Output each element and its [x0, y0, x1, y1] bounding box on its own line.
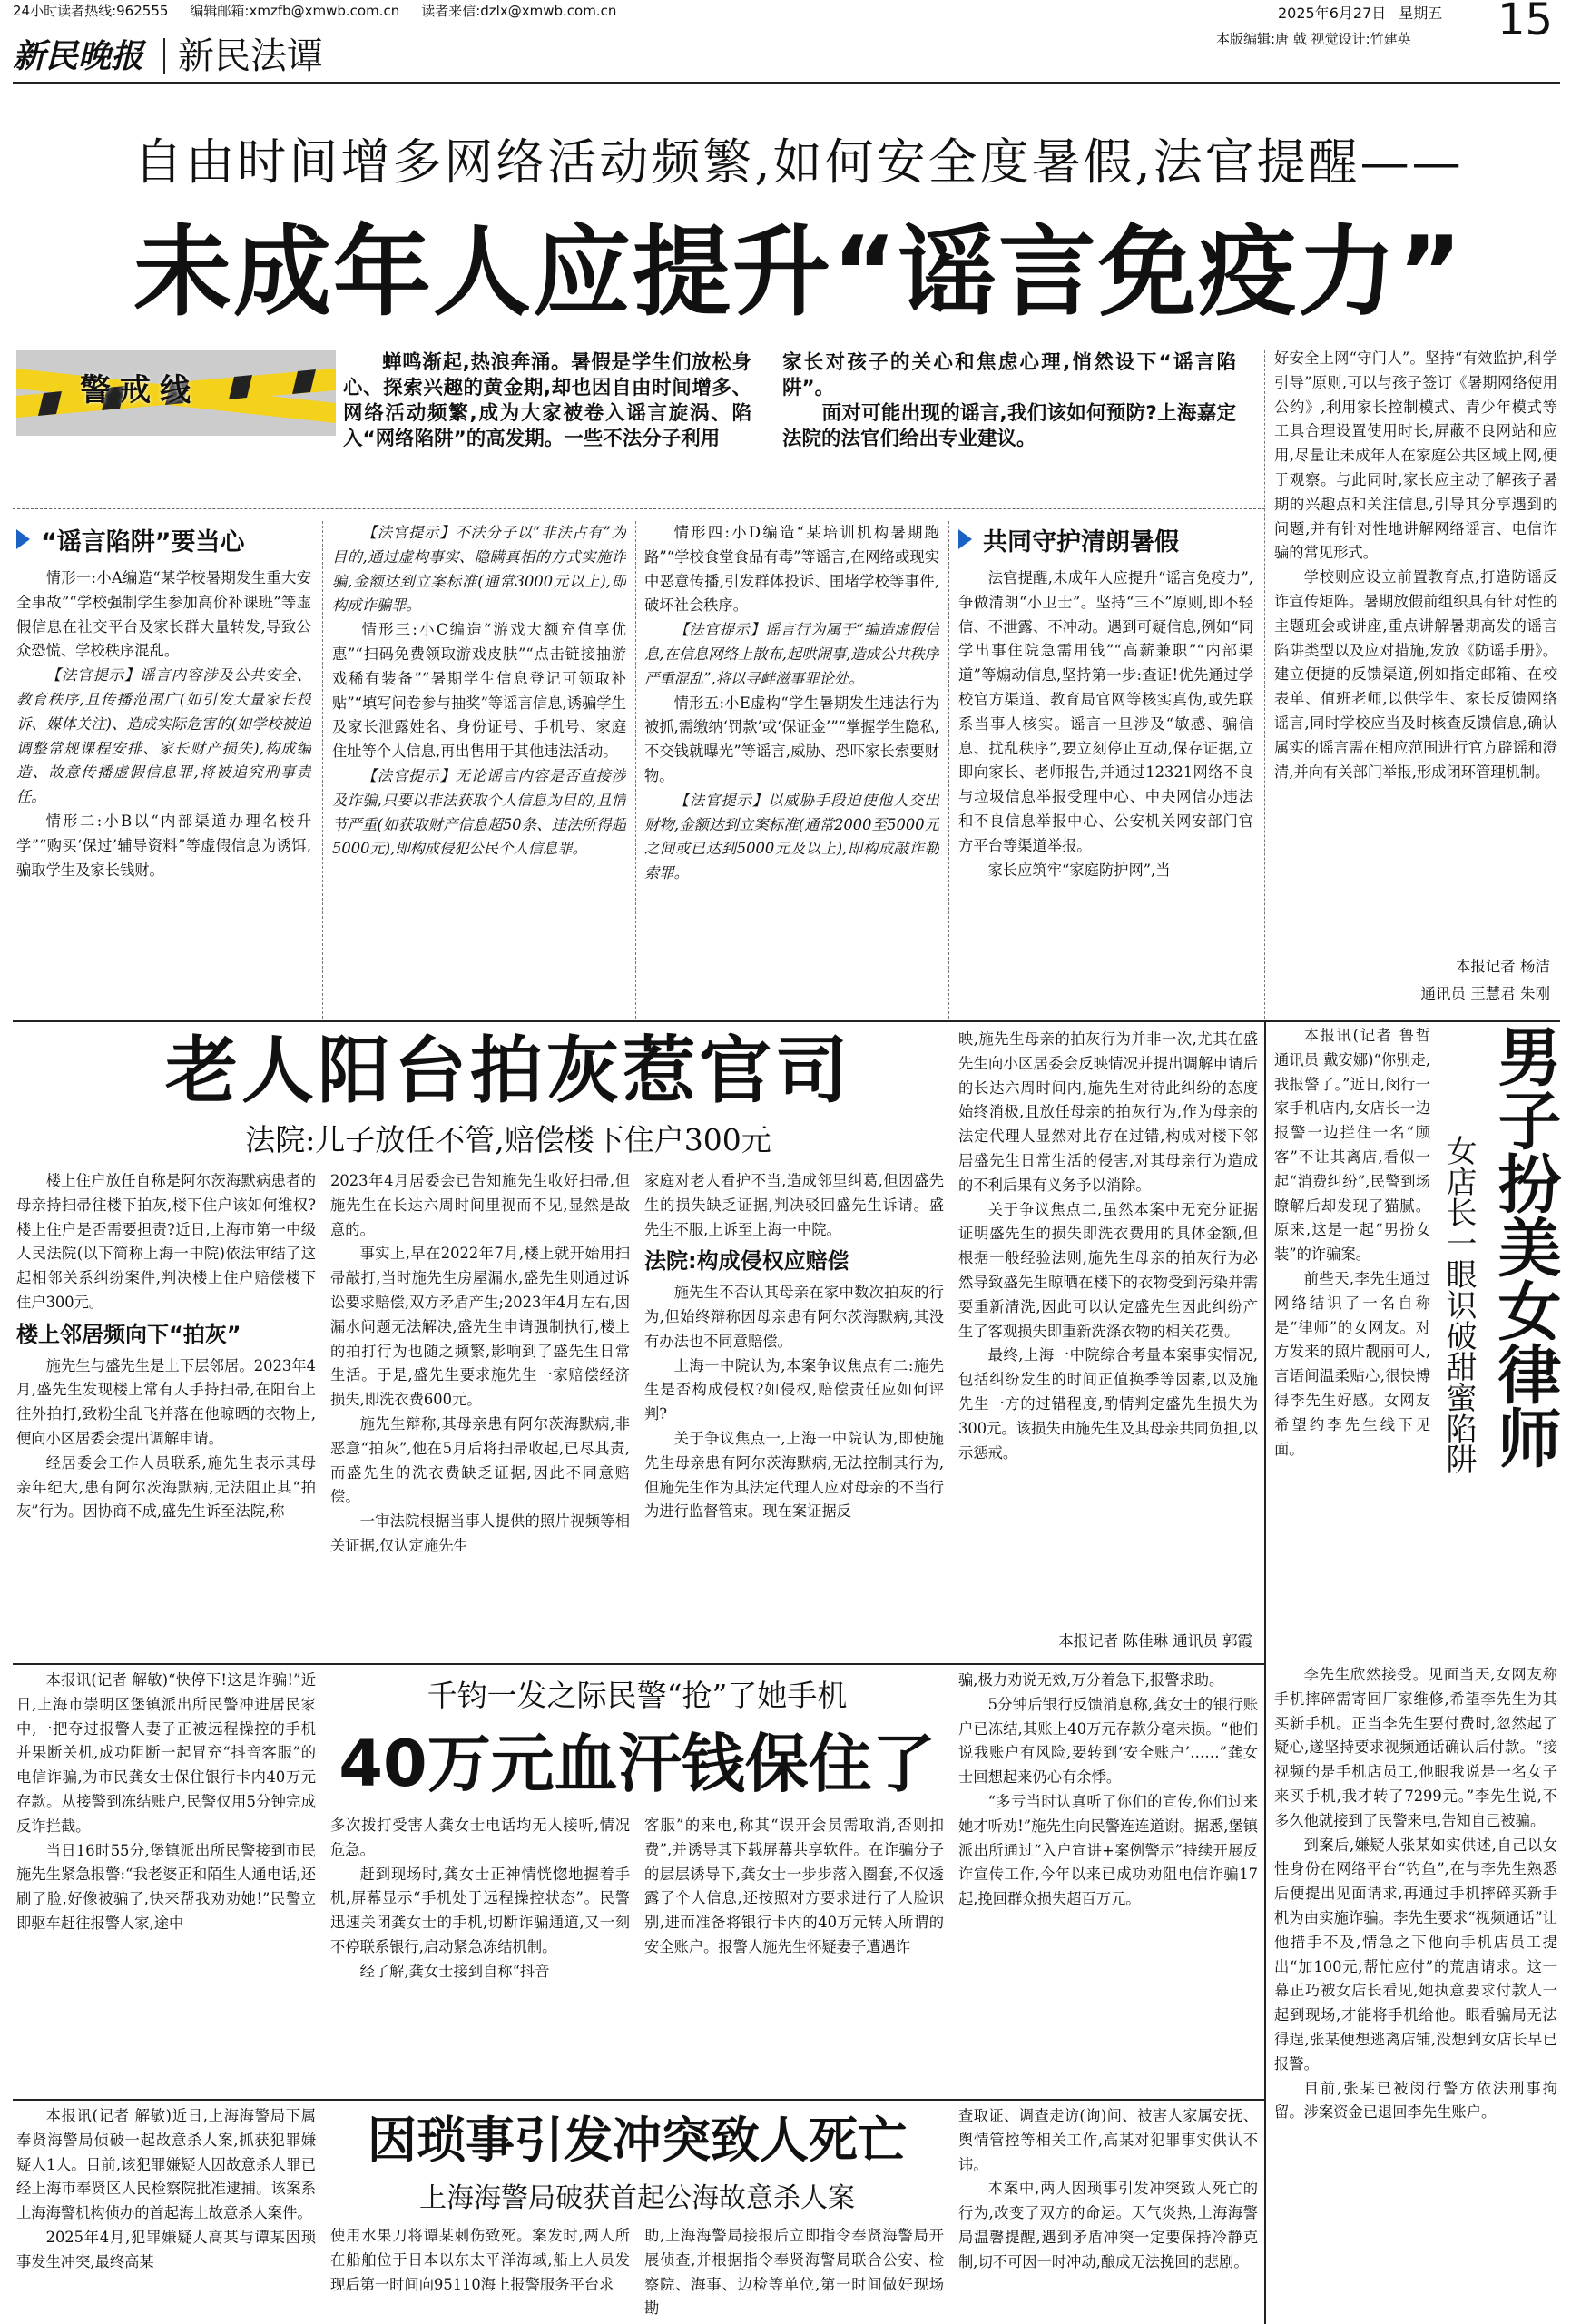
paragraph: 2023年4月居委会已告知施先生收好扫帚,但施先生在长达六周时间里视而不见,显然是故意的。 — [330, 1172, 630, 1238]
paragraph: 法官提醒,未成年人应提升“谣言免疫力”,争做清朗“小卫士”。坚持“三不”原则,即不轻信、不泄露、不冲动。遇到可疑信息,例如“同学出事住院急需用钱”“高薪兼职”“内部渠道”等煽动信息,坚持第一步:查证!优先通过学校官方渠道、教育局官网等核实真伪,或先联系当事人核实。谣言一旦涉及“敏感、骗信息、扰乱秩序”,要立刻停止互动,保存证据,立即向家长、老师报告,并通过12321网络不良与垃圾信息举报受理中心、中央网信办违法和不良信息举报中心、公安机关网安部门官方平台等渠道举报。 — [958, 569, 1253, 854]
weekday-text: 星期五 — [1399, 5, 1443, 22]
judge-tip: 【法官提示】谣言内容涉及公共安全、教育秩序,且传播范围广(如引发大量家长投诉、媒体关注)、造成实际危害的(如学校被迫调整常规课程安排、家长财产损失),构成编造、故意传播虚假信息罪,将被追究刑事责任。 — [16, 666, 311, 806]
newspaper-logo: 新民晚报 — [13, 37, 144, 75]
warning-label: 警戒线 — [80, 372, 200, 409]
paragraph: 赶到现场时,龚女士正神情恍惚地握着手机,屏幕显示“手机处于远程操控状态”。民警迅速关闭龚女士的手机,切断诈骗通道,又一刻不停联系银行,启动紧急冻结机制。 — [330, 1865, 630, 1955]
column-divider — [948, 521, 949, 1019]
reader-letters: 读者来信:dzlx@xmwb.com.cn — [421, 2, 617, 19]
section-rule — [13, 1663, 1264, 1665]
column-divider — [1264, 350, 1265, 1019]
paragraph: 助,上海海警局接报后立即指令奉贤海警局开展侦查,并根据指令奉贤海警局联合公安、检察院、海事、边检等单位,第一时间做好现场勘 — [644, 2227, 944, 2318]
paragraph: 目前,张某已被闵行警方依法刑事拘留。涉案资金已退回李先生账户。 — [1274, 2079, 1557, 2122]
hotline-bar — [13, 0, 830, 20]
paragraph: 情形四:小D编造“某培训机构暑期跑路”“学校食堂食品有毒”等谣言,在网络或现实中恶意传播,引发群体投诉、围堵学校等事件,破坏社会秩序。 — [644, 524, 939, 615]
phone-kicker: 千钧一发之际民警“抢”了她手机 — [427, 1678, 848, 1713]
lead-column-3 — [644, 521, 939, 1017]
dust-headline: 老人阳台拍灰惹官司 — [165, 1029, 851, 1113]
kill-column-3 — [644, 2224, 944, 2322]
paragraph: 情形五:小E虚构“学生暑期发生违法行为被抓,需缴纳‘罚款’或‘保证金’”“掌握学生隐私,不交钱就曝光”等谣言,威胁、恐吓家长索要财物。 — [644, 694, 939, 784]
paragraph: 本案中,两人因琐事引发冲突致人死亡的行为,改变了双方的命运。天气炎热,上海海警局温馨提醒,遇到矛盾冲突一定要保持冷静克制,切不可因一时冲动,酿成无法挽回的悲剧。 — [958, 2180, 1258, 2270]
dust-subheading: 楼上邻居频向下“拍灰” — [16, 1321, 241, 1347]
paragraph: 施先生不否认其母亲在家中数次拍灰的行为,但始终辩称因母亲患有阿尔茨海默病,其没有办法也不同意赔偿。 — [644, 1284, 944, 1350]
column-divider — [322, 521, 323, 1019]
sidebar-divider — [1264, 1020, 1266, 2324]
paragraph: 到案后,嫌疑人张某如实供述,自己以女性身份在网络平台“钓鱼”,在与李先生熟悉后便提出见面请求,再通过手机摔碎买新手机为由实施诈骗。李先生要求“视频通话”让他措手不及,情急之下他向手机店员工提出“加100元,帮忙应付”的荒唐请求。这一幕正巧被女店长看见,她执意要求付款人一起到现场,才能将手机给他。眼看骗局无法得逞,张某便想逃离店铺,没想到女店长早已报警。 — [1274, 1836, 1557, 2073]
column-divider — [635, 521, 636, 1019]
paragraph: 本报讯(记者 鲁哲 通讯员 戴安娜)“你别走,我报警了。”近日,闵行一家手机店内,女店长一边报警一边拦住一名“顾客”不让其离店,看似一起“消费纠纷”,民警到场瞭解后却发现了猫腻。原来,这是一起“男扮女装”的诈骗案。 — [1274, 1027, 1430, 1264]
paragraph: 骗,极力劝说无效,万分着急下,报警求助。 — [958, 1671, 1224, 1689]
paragraph: 情形二:小B以“内部渠道办理名校升学”“购买‘保过’辅导资料”等虚假信息为诱饵,骗取学生及家长钱财。 — [16, 812, 311, 879]
paragraph: 经了解,龚女士接到自称“抖音 — [359, 1962, 550, 1980]
section-rumor-trap — [16, 521, 316, 557]
paragraph: 5分钟后银行反馈消息称,龚女士的银行账户已冻结,其账上40万元存款分毫未损。“他们说我账户有风险,要转到‘安全账户’……”龚女士回想起来仍心有余悸。 — [958, 1695, 1258, 1787]
reader-hotline: 24小时读者热线:962555 — [13, 2, 169, 19]
judge-tip: 【法官提示】以威胁手段迫使他人交出财物,金额达到立案标准(通常2000至5000元之间或已达到5000元及以上),即构成敲诈勒索罪。 — [644, 791, 939, 882]
editor-email: 编辑邮箱:xmzfb@xmwb.com.cn — [190, 2, 400, 19]
judge-tip: 【法官提示】不法分子以“非法占有”为目的,通过虚构事实、隐瞒真相的方式实施诈骗,金额达到立案标准(通常3000元以上),即构成诈骗罪。 — [332, 524, 626, 615]
phone-headline: 40万元血汗钱保住了 — [339, 1727, 936, 1801]
paragraph: 楼上住户放任自称是阿尔茨海默病患者的母亲持扫帚往楼下拍灰,楼下住户该如何维权?楼上住户是否需要担责?近日,上海市第一中级人民法院(以下简称上海一中院)依法审结了这起相邻关系纠纷案件,判决楼上住户赔偿楼下住户300元。 — [16, 1172, 316, 1311]
kill-headline: 因琐事引发冲突致人死亡 — [368, 2112, 907, 2169]
paragraph: 事实上,早在2022年7月,楼上就开始用扫帚敲打,当时施先生房屋漏水,盛先生则通过诉讼要求赔偿,双方矛盾产生;2023年4月左右,因漏水问题无法解决,盛先生申请强制执行,楼上的拍打行为也随之频繁,影响到了盛先生日常生活。于是,盛先生要求施先生一家赔偿经济损失,即洗衣费600元。 — [330, 1245, 630, 1409]
kill-column-2 — [330, 2224, 630, 2322]
kill-subhead: 上海海警局破获首起公海故意杀人案 — [419, 2182, 855, 2214]
paragraph: 家长应筑牢“家庭防护网”,当 — [987, 861, 1171, 879]
paragraph: 经居委会工作人员联系,施先生表示其母亲年纪大,患有阿尔茨海默病,无法阻止其“拍灰”行为。因协商不成,盛先生诉至法院,称 — [16, 1453, 316, 1521]
paragraph: 查取证、调查走访(询)问、被害人家属安抚、舆情管控等相关工作,高某对犯罪事实供认不讳。 — [958, 2107, 1258, 2173]
phone-column-4 — [958, 1669, 1258, 2097]
judge-tip: 【法官提示】无论谣言内容是否直接涉及诈骗,只要以非法获取个人信息为目的,且情节严重(如获取财产信息超50条、违法所得超5000元),即构成侵犯公民个人信息罪。 — [332, 766, 626, 858]
header-rule — [13, 82, 1560, 84]
paragraph: 本报讯(记者 解敏)近日,上海海警局下属奉贤海警局侦破一起故意杀人案,抓获犯罪嫌疑人1人。目前,该犯罪嫌疑人因故意杀人罪已经上海市奉贤区人民检察院批准逮捕。该案系上海海警机构侦办的首起海上故意杀人案件。 — [16, 2107, 316, 2222]
section-marker-icon — [958, 529, 972, 549]
warning-banner — [16, 350, 336, 436]
paragraph: 情形一:小A编造“某学校暑期发生重大安全事故”“学校强制学生参加高价补课班”等虚假信息在社交平台及家长群大量转发,导致公众恐慌、学校秩序混乱。 — [16, 569, 311, 660]
phone-column-3 — [644, 1814, 944, 2097]
paragraph: 当日16时55分,堡镇派出所民警接到市民施先生紧急报警:“我老婆正和陌生人通电话,还刷了脸,好像被骗了,快来帮我劝劝她!”民警立即驱车赶往报警人家,途中 — [16, 1841, 316, 1932]
paragraph: 一审法院根据当事人提供的照片视频等相关证据,仅认定施先生 — [330, 1512, 630, 1554]
kill-column-1 — [16, 2104, 316, 2322]
lawyer-headline: 男子扮美女律师 — [1488, 1024, 1562, 1469]
dust-column-3 — [644, 1169, 944, 1659]
paragraph: 客服”的来电,称其“误开会员需取消,否则扣费”,并诱导其下载屏幕共享软件。在诈骗分子的层层诱导下,龚女士一步步落入圈套,不仅透露了个人信息,还按照对方要求进行了人脸识别,进而准备将银行卡内的40万元转入所谓的安全账户。报警人施先生怀疑妻子遭遇诈 — [644, 1817, 944, 1955]
page-number: 15 — [1497, 0, 1554, 45]
section-marker-icon — [16, 529, 30, 549]
paragraph: 关于争议焦点二,虽然本案中无充分证据证明盛先生的损失即洗衣费用的具体金额,但根据一般经验法则,施先生母亲的拍灰行为必然导致盛先生晾晒在楼下的衣物受到污染并需要重新清洗,因此可以认定盛先生因此纠纷产生了客观损失即重新洗涤衣物的相关花费。 — [958, 1200, 1258, 1340]
lead-column-5 — [1274, 347, 1557, 953]
section-title: 共同守护清朗暑假 — [983, 527, 1179, 556]
lead-column-2 — [332, 521, 626, 1017]
lead-byline — [1274, 953, 1550, 1017]
paragraph: “多亏当时认真听了你们的宣传,你们过来她才听劝!”施先生向民警连连道谢。据悉,堡镇派出所通过“入户宣讲+案例警示”持续开展反诈宣传工作,今年以来已成功劝阻电信诈骗17起,挽回群众损失超百万元。 — [958, 1792, 1258, 1908]
section-joint-protection — [958, 521, 1258, 557]
paragraph: 映,施先生母亲的拍灰行为并非一次,尤其在盛先生向小区居委会反映情况并提出调解申请后的长达六周时间内,施先生对待此纠纷的态度始终消极,且放任母亲的拍灰行为,作为母亲的法定代理人显然对此存在过错,构成对楼下邻居盛先生日常生活的侵害,对其母亲行为造成的不利后果有义务予以消除。 — [958, 1030, 1258, 1194]
section-name: 新民法谭 — [178, 35, 323, 77]
paragraph: 2025年4月,犯罪嫌疑人高某与谭某因琐事发生冲突,最终高某 — [16, 2228, 316, 2270]
paragraph: 上海一中院认为,本案争议焦点有二:施先生是否构成侵权?如侵权,赔偿责任应如何评判? — [644, 1356, 944, 1423]
lead-kicker: 自由时间增多网络活动频繁,如何安全度暑假,法官提醒—— — [133, 134, 1464, 191]
logo-divider — [163, 38, 165, 74]
dust-subhead: 法院:儿子放任不管,赔偿楼下住户300元 — [245, 1122, 771, 1157]
byline-correspondent: 通讯员 王慧君 朱刚 — [1420, 985, 1550, 1002]
section-title: “谣言陷阱”要当心 — [41, 527, 245, 556]
lawyer-subhead: 女店长一眼识破甜蜜陷阱 — [1440, 1135, 1477, 1474]
lead-column-1 — [16, 566, 311, 1017]
lead-headline: 未成年人应提升“谣言免疫力” — [133, 216, 1464, 330]
paragraph: 好安全上网“守门人”。坚持“有效监护,科学引导”原则,可以与孩子签订《暑期网络使用公约》,利用家长控制模式、青少年模式等工具合理设置使用时长,屏蔽不良网站和应用,尽量让未成年人在家庭公共区域上网,便于观察。与此同时,家长应主动了解孩子暑期的兴趣点和关注信息,引导其分享遇到的问题,并有针对性地讲解网络谣言、电信诈骗的常见形式。 — [1274, 350, 1557, 562]
lawyer-column-1 — [1274, 1024, 1430, 1659]
kill-column-4 — [958, 2104, 1258, 2322]
byline-reporter: 本报记者 杨洁 — [1455, 958, 1550, 975]
dust-subheading: 法院:构成侵权应赔偿 — [644, 1248, 849, 1275]
paragraph: 家庭对老人看护不当,造成邻里纠葛,但因盛先生的损失缺乏证据,判决驳回盛先生诉请。盛先生不服,上诉至上海一中院。 — [644, 1172, 944, 1238]
dust-byline: 本报记者 陈佳琳 通讯员 郭霞 — [1058, 1632, 1252, 1649]
paragraph: 学校则应设立前置教育点,打造防谣反诈宣传矩阵。暑期放假前组织具有针对性的主题班会或讲座,重点讲解暑期高发的谣言陷阱类型以及应对措施,发放《防谣手册》。建立便捷的反馈渠道,例如指定邮箱、在校表单、值班老师,以供学生、家长反馈网络谣言,同时学校应当及时核查反馈信息,确认属实的谣言需在相应范围进行官方辟谣和澄清,并向有关部门举报,形成闭环管理机制。 — [1274, 568, 1557, 781]
issue-date — [1278, 2, 1496, 22]
paragraph: 前些天,李先生通过网络结识了一名自称是“律师”的女网友。对方发来的照片靓丽可人,言语间温柔贴心,很快博得李先生好感。女网友希望约李先生线下见面。 — [1274, 1269, 1430, 1458]
paragraph: 情形三:小C编造“游戏大额充值享优惠”“扫码免费领取游戏皮肤”“点击链接抽游戏稀有装备”“暑期学生信息登记可领取补贴”“填写问卷参与抽奖”等谣言信息,诱骗学生及家长泄露姓名、身份证号、手机号、家庭住址等个人信息,再出售用于其他违法活动。 — [332, 621, 626, 761]
section-rule — [13, 2099, 1264, 2101]
date-text: 2025年6月27日 — [1278, 5, 1387, 22]
lead-intro-left: 蝉鸣渐起,热浪奔涌。暑假是学生们放松身心、探索兴趣的黄金期,却也因自由时间增多、网络活动频繁,成为大家被卷入谣言旋涡、陷入“网络陷阱”的高发期。一些不法分子利用 — [343, 351, 751, 450]
section-rule — [13, 1020, 1560, 1022]
paragraph: 施先生与盛先生是上下层邻居。2023年4月,盛先生发现楼上常有人手持扫帚,在阳台上往外拍打,致粉尘乱飞并落在他晾晒的衣物上,便向小区居委会提出调解申请。 — [16, 1356, 316, 1447]
paragraph: 施先生辩称,其母亲患有阿尔茨海默病,非恶意“拍灰”,他在5月后将扫帚收起,已尽其责,而盛先生的洗衣费缺乏证据,因此不同意赔偿。 — [330, 1414, 630, 1506]
page-editors: 本版编辑:唐 戟 视觉设计:竹建英 — [1216, 31, 1411, 47]
paragraph: 多次拨打受害人龚女士电话均无人接听,情况危急。 — [330, 1817, 630, 1858]
lead-intro-right: 家长对孩子的关心和焦虑心理,悄然设下“谣言陷阱”。 面对可能出现的谣言,我们该如何预防?上海嘉定法院的法官们给出专业建议。 — [782, 351, 1236, 450]
paragraph: 使用水果刀将谭某刺伤致死。案发时,两人所在船舶位于日本以东太平洋海域,船上人员发现后第一时间向95110海上报警服务平台求 — [330, 2227, 630, 2293]
judge-tip: 【法官提示】谣言行为属于“编造虚假信息,在信息网络上散布,起哄闹事,造成公共秩序严重混乱”,将以寻衅滋事罪论处。 — [644, 621, 939, 687]
paragraph: 最终,上海一中院综合考量本案事实情况,包括纠纷发生的时间正值换季等因素,以及施先生一方的过错程度,酌情判定盛先生损失为300元。该损失由施先生及其母亲共同负担,以示惩戒。 — [958, 1346, 1258, 1462]
phone-column-1 — [16, 1669, 316, 2097]
paragraph: 本报讯(记者 解敏)“快停下!这是诈骗!”近日,上海市崇明区堡镇派出所民警冲进居民家中,一把夺过报警人妻子正被远程操控的手机并果断关机,成功阻断一起冒充“抖音客服”的电信诈骗,为市民龚女士保住银行卡内40万元存款。从接警到冻结账户,民警仅用5分钟完成反诈拦截。 — [16, 1671, 316, 1835]
lead-column-4 — [958, 566, 1253, 1017]
paragraph: 关于争议焦点一,上海一中院认为,即使施先生母亲患有阿尔茨海默病,无法控制其行为,但施先生作为其法定代理人应对母亲的不当行为进行监督管束。现在案证据反 — [644, 1429, 944, 1521]
phone-column-2 — [330, 1814, 630, 2097]
intro-separator — [13, 508, 1265, 509]
lawyer-column-2 — [1274, 1663, 1557, 2320]
dust-column-1 — [16, 1169, 316, 1659]
dust-column-2 — [330, 1169, 630, 1659]
paragraph: 李先生欣然接受。见面当天,女网友称手机摔碎需寄回厂家维修,希望李先生为其买新手机。正当李先生要付费时,忽然起了疑心,遂坚持要求视频通话确认后付款。“接视频的是手机店员工,他眼我说是一名女子来买手机,我才转了7299元。”李先生说,不多久他就接到了民警来电,告知自己被骗。 — [1274, 1666, 1557, 1829]
dust-column-4 — [958, 1028, 1258, 1627]
